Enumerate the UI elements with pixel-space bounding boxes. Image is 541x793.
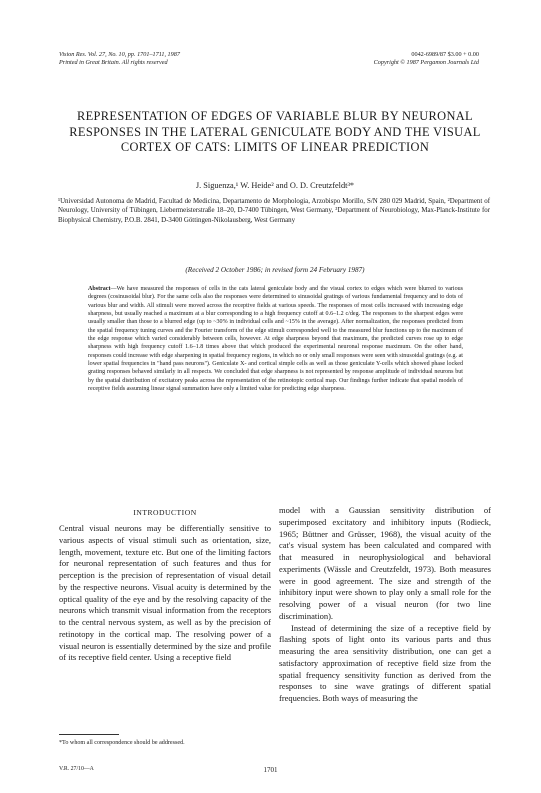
abstract bbox=[88, 285, 463, 393]
paper-title: REPRESENTATION OF EDGES OF VARIABLE BLUR BY NEURONAL RESPONSES IN THE LATERAL GENICULATE BODY AND THE VISUAL CORTEX OF CATS: LIMITS OF LINEAR PREDICTION bbox=[69, 109, 481, 155]
journal-line-2: Printed in Great Britain. All rights reserved bbox=[59, 59, 168, 67]
journal-citation bbox=[59, 51, 180, 68]
copyright-line-2: Copyright © 1987 Pergamon Journals Ltd bbox=[373, 59, 479, 67]
page-number: 1701 bbox=[263, 766, 278, 774]
footnote: *To whom all correspondence should be addressed. bbox=[59, 740, 185, 746]
right-column-text bbox=[279, 505, 491, 705]
intro-paragraph-1-continued: model with a Gaussian sensitivity distribution of superimposed excitatory and inhibitory inputs (Rodieck, 1965; Büttner and Grüsser, 1968), the visual acuity of the cat's visual system has been calculated and compared with that measured in neurophysiological and behavioral experiments (Wässle and Creutzfeldt, 1973). Both measures were in good agreement. The size and strength of the inhibitory input were shown to play only a small role for the resolving power of a visual neuron (for two line discrimination). bbox=[279, 505, 491, 621]
footnote-rule bbox=[59, 734, 119, 735]
received-dates: (Received 2 October 1986; in revised form 24 February 1987) bbox=[185, 266, 365, 274]
author-affiliations: ¹Universidad Autonoma de Madrid, Facultad de Medicina, Departamento de Morphologia, Arzobispo Morillo, S/N 280 029 Madrid, Spain, ²Department of Neurology, University of Tübingen, Liebermeisterstraße 18–20, D-7400 Tübingen, West Germany, ³Department of Neurobiology, Max-Planck-Institute for Biophysical Chemistry, P.O.B. 2841, D-3400 Göttingen-Nikolausberg, West Germany bbox=[58, 198, 490, 224]
footer-code: V.R. 27/10—A bbox=[59, 766, 94, 772]
copyright-block bbox=[374, 51, 479, 68]
left-column-text bbox=[59, 523, 271, 664]
intro-paragraph-1: Central visual neurons may be differentially sensitive to various aspects of visual stimuli such as orientation, size, length, movement, texture etc. But one of the limiting factors for neuronal representation of such features and thus for perception is the precision of representation of visual detail by the respective neurons. Visual acuity is determined by the optical quality of the eye and by the resolving capacity of the neurons which transmit visual information from the receptors to the central nervous system, as well as by the precision of retinotopy in the cortical map. The resolving power of a visual neuron is essentially determined by the size and profile of its receptive field center. Using a receptive field bbox=[59, 523, 271, 663]
abstract-label: Abstract bbox=[88, 286, 111, 292]
author-list: J. Siguenza,¹ W. Heide² and O. D. Creutzfeldt³* bbox=[195, 181, 355, 190]
introduction-heading: INTRODUCTION bbox=[133, 508, 197, 517]
abstract-text: —We have measured the responses of cells in the cats lateral geniculate body and the visual cortex to edges which were blurred to various degrees (cosinusoidal blur). For the same cells also the responses were determined to sinusoidal gratings of various fundamental frequency and to dots of various blur and width. All stimuli were moved across the receptive fields at various speeds. The responses of most cells increased with increasing edge sharpness, but usually reached a maximum at a blur corresponding to a high frequency cutoff at 0.6–1.2 c/deg. The responses to the sharpest edges were usually smaller than those to a blurred edge (up to ~30% in individual cells and ~15% in the average). After normalization, the responses predicted from the spatial frequency tuning curves and the Fourier transform of the edge stimuli corresponded well to the measured blur functions up to the maximum of the edge response which varied considerably between cells, however. At edge sharpness beyond that maximum, the predicted curves rose up to edge sharpness with high frequency cutoff 1.6–1.8 times above that which produced the experimental neuronal response maximum. On the other hand, responses could increase with edge sharpening in spatial frequency regions, in which no or only small responses were seen with sinusoidal gratings (e.g. at lower spatial frequencies in "hand pass neurons"). Geniculate X- and cortical simple cells as well as those geniculate Y-cells which showed phase locked grating responses behaved similarly in all respects. We concluded that edge sharpness is not represented by response amplitude of individual neurons but by the spatial distribution of excitatory peaks across the representation of the retinotopic cortical map. Our findings further indicate that spatial models of receptive fields assuming linear signal summation have only a limited value for predicting edge sharpness. bbox=[88, 286, 463, 393]
journal-line-1: Vision Res. Vol. 27, No. 10, pp. 1701–1711, 1987 bbox=[59, 51, 180, 58]
copyright-line-1: 0042-6989/87 $3.00 + 0.00 bbox=[411, 51, 479, 58]
intro-paragraph-2: Instead of determining the size of a receptive field by flashing spots of light onto its various parts and thus measuring the area sensitivity distribution, one can get a satisfactory approximation of receptive field size from the spatial frequency sensitivity function as derived from the responses to sine wave gratings of different spatial frequencies. Both ways of measuring the bbox=[279, 622, 491, 703]
